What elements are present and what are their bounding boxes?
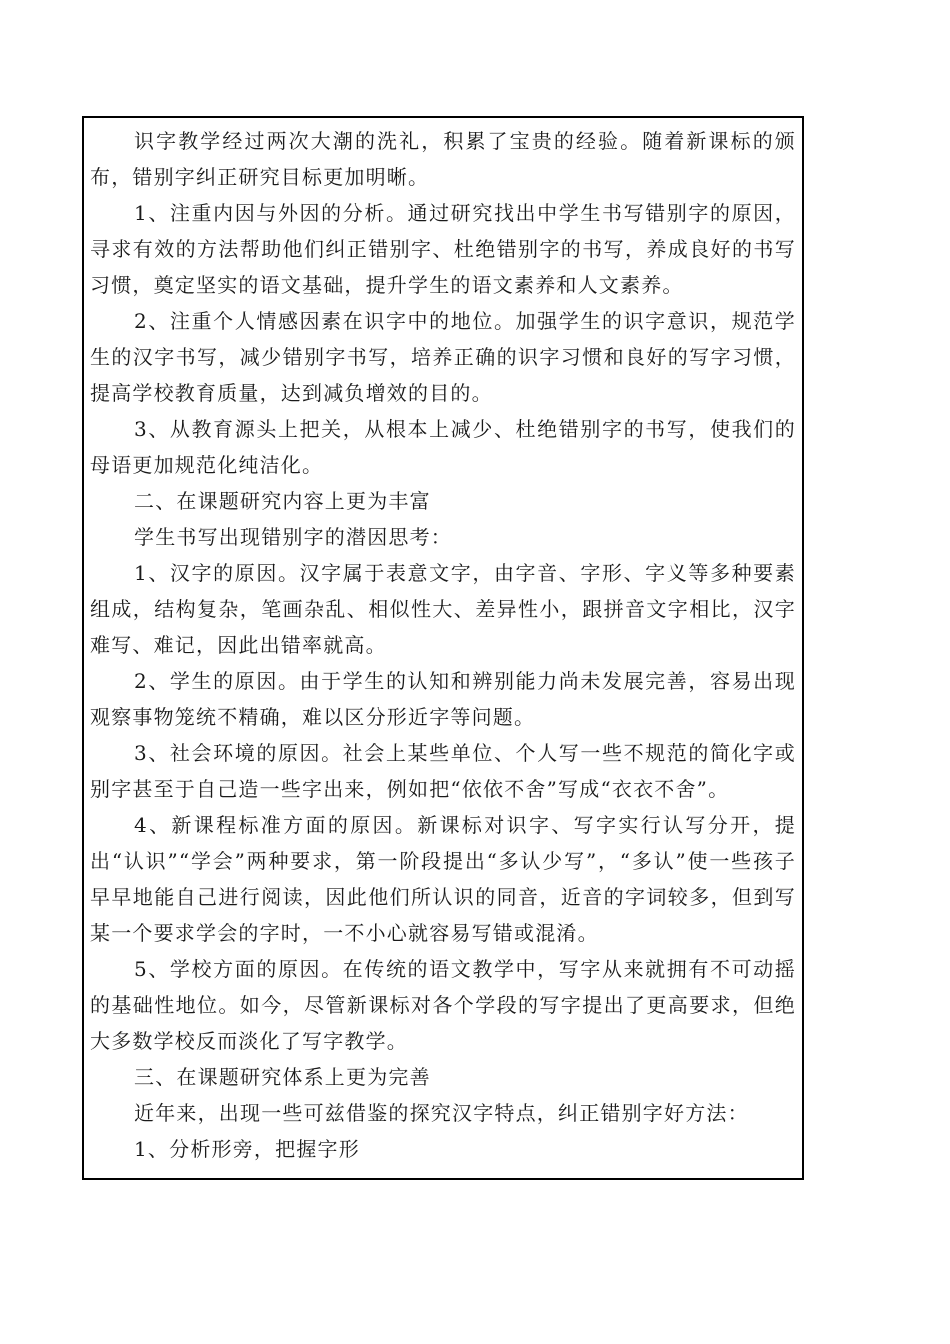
paragraph-cause-1: 1、汉字的原因。汉字属于表意文字，由字音、字形、字义等多种要素组成，结构复杂，笔画杂乱、相似性大、差异性小，跟拼音文字相比，汉字难写、难记，因此出错率就高。 (90, 561, 796, 657)
section-heading-3: 三、在课题研究体系上更为完善 (134, 1065, 431, 1089)
paragraph-cause-5: 5、学校方面的原因。在传统的语文教学中，写字从来就拥有不可动摇的基础性地位。如今，尽管新课标对各个学段的写字提出了更高要求，但绝大多数学校反而淡化了写字教学。 (90, 957, 796, 1053)
paragraph-point-1: 1、注重内因与外因的分析。通过研究找出中学生书写错别字的原因，寻求有效的方法帮助他们纠正错别字、杜绝错别字的书写，养成良好的书写习惯，奠定坚实的语文基础，提升学生的语文素养和人文素养。 (90, 201, 796, 297)
paragraph-method-1: 1、分析形旁，把握字形 (134, 1137, 360, 1161)
paragraph-point-2: 2、注重个人情感因素在识字中的地位。加强学生的识字意识，规范学生的汉字书写，减少错别字书写，培养正确的识字习惯和良好的写字习惯，提高学校教育质量，达到减负增效的目的。 (90, 309, 796, 405)
paragraph-cause-2: 2、学生的原因。由于学生的认知和辨别能力尚未发展完善，容易出现观察事物笼统不精确，难以区分形近字等问题。 (90, 669, 796, 729)
paragraph-methods-intro: 近年来，出现一些可兹借鉴的探究汉字特点，纠正错别字好方法： (134, 1101, 749, 1125)
paragraph-causes-intro: 学生书写出现错别字的潜因思考： (134, 525, 452, 549)
paragraph-cause-4: 4、新课程标准方面的原因。新课标对识字、写字实行认写分开，提出“认识”“学会”两种要求，第一阶段提出“多认少写”，“多认”使一些孩子早早地能自己进行阅读，因此他们所认识的同音，近音的字词较多，但到写某一个要求学会的字时，一不小心就容易写错或混淆。 (90, 813, 796, 945)
section-heading-2: 二、在课题研究内容上更为丰富 (134, 489, 431, 513)
paragraph-cause-3: 3、社会环境的原因。社会上某些单位、个人写一些不规范的简化字或别字甚至于自己造一些字出来，例如把“依依不舍”写成“衣衣不舍”。 (90, 741, 796, 801)
paragraph-point-3: 3、从教育源头上把关，从根本上减少、杜绝错别字的书写，使我们的母语更加规范化纯洁化。 (90, 417, 796, 477)
paragraph-intro: 识字教学经过两次大潮的洗礼，积累了宝贵的经验。随着新课标的颁布，错别字纠正研究目标更加明晰。 (90, 129, 796, 189)
document-body (90, 123, 796, 1167)
